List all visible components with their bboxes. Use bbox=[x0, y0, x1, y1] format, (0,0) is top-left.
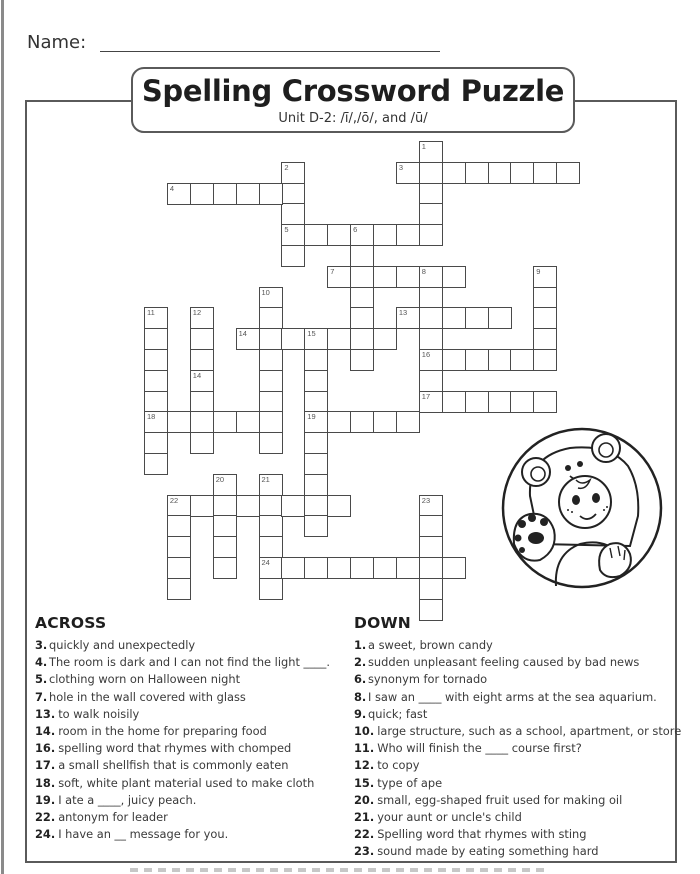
crossword-cell[interactable] bbox=[259, 432, 283, 454]
clue-number: 19 bbox=[307, 412, 316, 422]
down-clue bbox=[354, 843, 681, 860]
clue-text: spelling word that rhymes with chomped bbox=[58, 741, 292, 756]
across-clue bbox=[35, 826, 330, 843]
page-edge bbox=[1, 0, 4, 874]
across-clue bbox=[35, 757, 330, 774]
clue-text: Spelling word that rhymes with sting bbox=[377, 827, 587, 842]
clue-number: 4. bbox=[35, 655, 48, 670]
crossword-cell[interactable] bbox=[419, 328, 443, 350]
crossword-cell[interactable] bbox=[236, 328, 260, 350]
down-clue bbox=[354, 706, 681, 723]
clue-number: 2 bbox=[284, 162, 289, 172]
clue-number: 8 bbox=[421, 266, 426, 276]
clue-number: 3. bbox=[35, 638, 48, 652]
crossword-cell[interactable] bbox=[419, 557, 443, 579]
crossword-cell[interactable] bbox=[419, 162, 443, 184]
crossword-cell[interactable] bbox=[419, 349, 443, 371]
down-clue bbox=[354, 654, 681, 671]
crossword-cell[interactable] bbox=[327, 557, 351, 579]
clue-number: 6 bbox=[353, 225, 358, 235]
crossword-cell[interactable] bbox=[259, 474, 283, 496]
clue-number: 22 bbox=[169, 495, 179, 505]
clue-number: 8. bbox=[354, 689, 367, 704]
crossword-cell[interactable] bbox=[442, 307, 466, 329]
crossword-cell[interactable] bbox=[281, 162, 305, 184]
clue-number: 4 bbox=[169, 183, 175, 193]
crossword-cell[interactable] bbox=[259, 578, 283, 600]
clue-number: 19. bbox=[35, 792, 56, 807]
crossword-cell[interactable] bbox=[327, 266, 351, 288]
across-clue bbox=[35, 775, 330, 792]
crossword-cell[interactable] bbox=[488, 391, 512, 413]
clue-number: 16 bbox=[421, 350, 431, 359]
crossword-cell[interactable] bbox=[465, 391, 489, 413]
clue-text: sudden unpleasant feeling caused by bad news bbox=[368, 655, 640, 670]
crossword-cell[interactable] bbox=[167, 515, 191, 537]
crossword-cell[interactable] bbox=[510, 162, 534, 184]
clue-text: room in the home for preparing food bbox=[58, 723, 267, 738]
clue-number: 12 bbox=[192, 308, 202, 318]
crossword-cell[interactable] bbox=[213, 557, 237, 579]
clue-number: 7 bbox=[330, 266, 335, 276]
down-clue bbox=[354, 809, 681, 826]
name-input-line[interactable] bbox=[100, 51, 440, 52]
crossword-cell[interactable] bbox=[396, 411, 420, 433]
crossword-cell[interactable] bbox=[533, 162, 557, 184]
clue-text: small, egg-shaped fruit used for making oil bbox=[377, 792, 623, 807]
clue-number: 21. bbox=[354, 809, 375, 824]
crossword-cell[interactable] bbox=[213, 495, 237, 517]
clue-number: 2. bbox=[354, 655, 367, 670]
crossword-cell[interactable] bbox=[350, 245, 374, 267]
crossword-cell[interactable] bbox=[259, 287, 283, 309]
crossword-cell[interactable] bbox=[190, 432, 214, 454]
crossword-cell[interactable] bbox=[144, 349, 168, 371]
clue-number: 3 bbox=[398, 162, 404, 172]
crossword-cell[interactable] bbox=[190, 349, 214, 371]
crossword-cell[interactable] bbox=[442, 349, 466, 371]
crossword-cell[interactable] bbox=[396, 162, 420, 184]
crossword-cell[interactable] bbox=[373, 266, 397, 288]
down-clue bbox=[354, 826, 681, 843]
crossword-cell[interactable] bbox=[327, 411, 351, 433]
crossword-cell[interactable] bbox=[350, 307, 374, 329]
clue-number: 11. bbox=[354, 741, 375, 756]
crossword-cell[interactable] bbox=[373, 328, 397, 350]
crossword-cell[interactable] bbox=[396, 557, 420, 579]
clue-number: 12. bbox=[354, 758, 375, 773]
name-label: Name: bbox=[27, 32, 87, 53]
clue-text: sound made by eating something hard bbox=[377, 844, 599, 859]
crossword-cell[interactable] bbox=[327, 328, 351, 350]
crossword-cell[interactable] bbox=[373, 557, 397, 579]
crossword-cell[interactable] bbox=[488, 162, 512, 184]
crossword-cell[interactable] bbox=[350, 266, 374, 288]
crossword-cell[interactable] bbox=[304, 370, 328, 392]
crossword-cell[interactable] bbox=[190, 495, 214, 517]
crossword-cell[interactable] bbox=[419, 307, 443, 329]
clue-number: 17 bbox=[421, 391, 431, 401]
across-clue bbox=[35, 723, 330, 740]
clue-text: to copy bbox=[377, 758, 420, 773]
crossword-cell[interactable] bbox=[259, 515, 283, 537]
clue-number: 5 bbox=[284, 225, 289, 235]
across-clue bbox=[35, 706, 330, 723]
crossword-cell[interactable] bbox=[419, 536, 443, 558]
crossword-cell[interactable] bbox=[419, 495, 443, 517]
clue-text: clothing worn on Halloween night bbox=[49, 672, 241, 687]
page-subtitle: Unit D-2: /ī/,/ō/, and /ū/ bbox=[278, 111, 428, 126]
crossword-cell[interactable] bbox=[327, 495, 351, 517]
crossword-cell[interactable] bbox=[488, 307, 512, 329]
crossword-cell[interactable] bbox=[281, 495, 305, 517]
clue-number: 21 bbox=[261, 474, 270, 484]
crossword-cell[interactable] bbox=[259, 328, 283, 350]
down-heading: DOWN bbox=[354, 614, 411, 632]
crossword-cell[interactable] bbox=[190, 328, 214, 350]
down-clue bbox=[354, 792, 681, 809]
crossword-cell[interactable] bbox=[304, 432, 328, 454]
down-clues bbox=[354, 614, 681, 860]
across-clue bbox=[35, 792, 330, 809]
clue-number: 9 bbox=[536, 266, 541, 276]
crossword-cell[interactable] bbox=[304, 391, 328, 413]
crossword-cell[interactable] bbox=[350, 224, 374, 246]
crossword-cell[interactable] bbox=[281, 557, 305, 579]
clue-number: 5. bbox=[35, 672, 48, 687]
crossword-cell[interactable] bbox=[419, 203, 443, 225]
across-heading: ACROSS bbox=[35, 614, 107, 632]
crossword-cell[interactable] bbox=[533, 266, 557, 288]
clue-text: a sweet, brown candy bbox=[368, 638, 493, 652]
crossword-cell[interactable] bbox=[304, 474, 328, 496]
crossword-cell[interactable] bbox=[281, 245, 305, 267]
across-clue bbox=[35, 689, 330, 706]
crossword-cell[interactable] bbox=[510, 349, 534, 371]
clue-number: 17. bbox=[35, 758, 56, 773]
clue-text: to walk noisily bbox=[58, 706, 140, 721]
crossword-cell[interactable] bbox=[533, 287, 557, 309]
clue-number: 23 bbox=[421, 495, 431, 505]
clue-number: 20. bbox=[354, 792, 375, 807]
crossword-cell[interactable] bbox=[144, 391, 168, 413]
crossword-cell[interactable] bbox=[259, 391, 283, 413]
crossword-cell[interactable] bbox=[144, 432, 168, 454]
crossword-cell[interactable] bbox=[236, 411, 260, 433]
crossword-cell[interactable] bbox=[533, 307, 557, 329]
crossword-cell[interactable] bbox=[213, 515, 237, 537]
crossword-cell[interactable] bbox=[304, 411, 328, 433]
crossword-cell[interactable] bbox=[419, 287, 443, 309]
crossword-cell[interactable] bbox=[190, 370, 214, 392]
clue-text: quick; fast bbox=[368, 706, 428, 721]
crossword-cell[interactable] bbox=[304, 495, 328, 517]
crossword-cell[interactable] bbox=[350, 287, 374, 309]
crossword-cell[interactable] bbox=[419, 183, 443, 205]
crossword-cell[interactable] bbox=[281, 203, 305, 225]
crossword-cell[interactable] bbox=[190, 411, 214, 433]
crossword-cell[interactable] bbox=[510, 391, 534, 413]
clue-number: 7. bbox=[35, 689, 48, 704]
clue-number: 16. bbox=[35, 741, 56, 756]
crossword-cell[interactable] bbox=[167, 411, 191, 433]
down-clue bbox=[354, 689, 681, 706]
clue-number: 6. bbox=[354, 672, 367, 687]
clue-number: 18. bbox=[35, 775, 56, 790]
crossword-cell[interactable] bbox=[350, 349, 374, 371]
crossword-cell[interactable] bbox=[304, 224, 328, 246]
clue-number: 13. bbox=[35, 706, 56, 721]
crossword-cell[interactable] bbox=[281, 224, 305, 246]
across-clue bbox=[35, 740, 330, 757]
clue-text: antonym for leader bbox=[58, 809, 168, 824]
crossword-cell[interactable] bbox=[488, 349, 512, 371]
clue-number: 15. bbox=[354, 775, 375, 790]
clue-number: 23. bbox=[354, 844, 375, 859]
crossword-cell[interactable] bbox=[259, 370, 283, 392]
crossword-cell[interactable] bbox=[144, 307, 168, 329]
clue-number: 10 bbox=[261, 287, 270, 297]
crossword-cell[interactable] bbox=[419, 391, 443, 413]
clue-number: 14 bbox=[192, 370, 202, 380]
crossword-cell[interactable] bbox=[167, 183, 191, 205]
clue-text: soft, white plant material used to make cloth bbox=[58, 775, 315, 790]
crossword-cell[interactable] bbox=[213, 536, 237, 558]
crossword-cell[interactable] bbox=[213, 474, 237, 496]
crossword-cell[interactable] bbox=[304, 557, 328, 579]
clue-number: 24. bbox=[35, 827, 56, 842]
crossword-cell[interactable] bbox=[419, 578, 443, 600]
footer-cutoff-text bbox=[130, 868, 550, 872]
crossword-cell[interactable] bbox=[144, 370, 168, 392]
clue-text: I ate a ____, juicy peach. bbox=[58, 792, 197, 807]
crossword-cell[interactable] bbox=[350, 557, 374, 579]
across-clue-list bbox=[35, 637, 330, 843]
crossword-cell[interactable] bbox=[304, 515, 328, 537]
page-title: Spelling Crossword Puzzle bbox=[141, 74, 565, 108]
clue-number: 14 bbox=[238, 329, 247, 339]
clue-text: a small shellfish that is commonly eaten bbox=[58, 758, 289, 773]
crossword-cell[interactable] bbox=[304, 328, 328, 350]
crossword-cell[interactable] bbox=[144, 328, 168, 350]
crossword-cell[interactable] bbox=[167, 578, 191, 600]
clue-number: 18 bbox=[147, 412, 156, 422]
crossword-cell[interactable] bbox=[419, 141, 443, 163]
crossword-cell[interactable] bbox=[396, 307, 420, 329]
down-clue bbox=[354, 775, 681, 792]
clue-text: I saw an ____ with eight arms at the sea aquarium. bbox=[368, 689, 657, 704]
crossword-cell[interactable] bbox=[442, 162, 466, 184]
crossword-cell[interactable] bbox=[144, 453, 168, 475]
child-in-bear-costume-icon bbox=[500, 426, 664, 590]
title-box bbox=[131, 67, 575, 133]
crossword-cell[interactable] bbox=[419, 370, 443, 392]
clue-text: hole in the wall covered with glass bbox=[49, 689, 246, 704]
crossword-cell[interactable] bbox=[259, 183, 283, 205]
clue-number: 22. bbox=[354, 827, 375, 842]
crossword-cell[interactable] bbox=[373, 411, 397, 433]
crossword-cell[interactable] bbox=[259, 536, 283, 558]
across-clue bbox=[35, 809, 330, 826]
crossword-cell[interactable] bbox=[533, 349, 557, 371]
crossword-cell[interactable] bbox=[190, 183, 214, 205]
crossword-cell[interactable] bbox=[533, 328, 557, 350]
clue-text: Who will finish the ____ course first? bbox=[377, 741, 582, 756]
crossword-cell[interactable] bbox=[396, 224, 420, 246]
down-clue-list bbox=[354, 637, 681, 860]
crossword-cell[interactable] bbox=[373, 224, 397, 246]
crossword-cell[interactable] bbox=[259, 349, 283, 371]
crossword-cell[interactable] bbox=[144, 411, 168, 433]
clue-text: synonym for tornado bbox=[368, 672, 488, 687]
crossword-cell[interactable] bbox=[419, 515, 443, 537]
across-clues bbox=[35, 614, 330, 843]
crossword-cell[interactable] bbox=[465, 349, 489, 371]
crossword-cell[interactable] bbox=[259, 411, 283, 433]
crossword-cell[interactable] bbox=[556, 162, 580, 184]
clue-number: 14. bbox=[35, 723, 56, 738]
crossword-cell[interactable] bbox=[167, 495, 191, 517]
clue-number: 11 bbox=[147, 308, 155, 318]
clue-number: 1 bbox=[421, 142, 426, 151]
crossword-cell[interactable] bbox=[281, 328, 305, 350]
crossword-cell[interactable] bbox=[281, 183, 305, 205]
crossword-cell[interactable] bbox=[533, 391, 557, 413]
clue-text: large structure, such as a school, apartment, or store bbox=[377, 723, 682, 738]
crossword-cell[interactable] bbox=[442, 391, 466, 413]
crossword-cell[interactable] bbox=[304, 349, 328, 371]
down-clue bbox=[354, 723, 681, 740]
across-clue bbox=[35, 654, 330, 671]
crossword-cell[interactable] bbox=[396, 266, 420, 288]
crossword-cell[interactable] bbox=[190, 307, 214, 329]
crossword-cell[interactable] bbox=[190, 391, 214, 413]
clue-number: 15 bbox=[307, 329, 316, 339]
clue-text: The room is dark and I can not find the light ____. bbox=[49, 655, 330, 670]
clue-text: type of ape bbox=[377, 775, 443, 790]
crossword-cell[interactable] bbox=[167, 536, 191, 558]
down-clue bbox=[354, 671, 681, 688]
crossword-cell[interactable] bbox=[259, 557, 283, 579]
crossword-cell[interactable] bbox=[419, 224, 443, 246]
crossword-cell[interactable] bbox=[350, 328, 374, 350]
across-clue bbox=[35, 671, 330, 688]
clue-text: I have an __ message for you. bbox=[58, 827, 229, 842]
crossword-cell[interactable] bbox=[236, 183, 260, 205]
down-clue bbox=[354, 757, 681, 774]
clue-number: 22. bbox=[35, 809, 56, 824]
clue-number: 10. bbox=[354, 723, 375, 738]
crossword-cell[interactable] bbox=[465, 307, 489, 329]
crossword-cell[interactable] bbox=[465, 162, 489, 184]
crossword-cell[interactable] bbox=[259, 307, 283, 329]
crossword-cell[interactable] bbox=[213, 411, 237, 433]
down-clue bbox=[354, 740, 681, 757]
crossword-cell[interactable] bbox=[304, 453, 328, 475]
clue-number: 24 bbox=[261, 558, 270, 567]
crossword-cell[interactable] bbox=[442, 266, 466, 288]
crossword-cell[interactable] bbox=[236, 495, 260, 517]
clue-number: 9. bbox=[354, 706, 367, 721]
crossword-cell[interactable] bbox=[167, 557, 191, 579]
clue-text: quickly and unexpectedly bbox=[49, 638, 196, 652]
clue-number: 13 bbox=[398, 308, 408, 318]
crossword-cell[interactable] bbox=[442, 557, 466, 579]
across-clue bbox=[35, 637, 330, 654]
crossword-cell[interactable] bbox=[259, 495, 283, 517]
crossword-cell[interactable] bbox=[350, 411, 374, 433]
crossword-cell[interactable] bbox=[419, 266, 443, 288]
crossword-cell[interactable] bbox=[213, 183, 237, 205]
crossword-cell[interactable] bbox=[327, 224, 351, 246]
clue-text: your aunt or uncle's child bbox=[377, 809, 522, 824]
down-clue bbox=[354, 637, 681, 654]
clue-number: 20 bbox=[215, 474, 225, 484]
clue-number: 1. bbox=[354, 638, 367, 652]
